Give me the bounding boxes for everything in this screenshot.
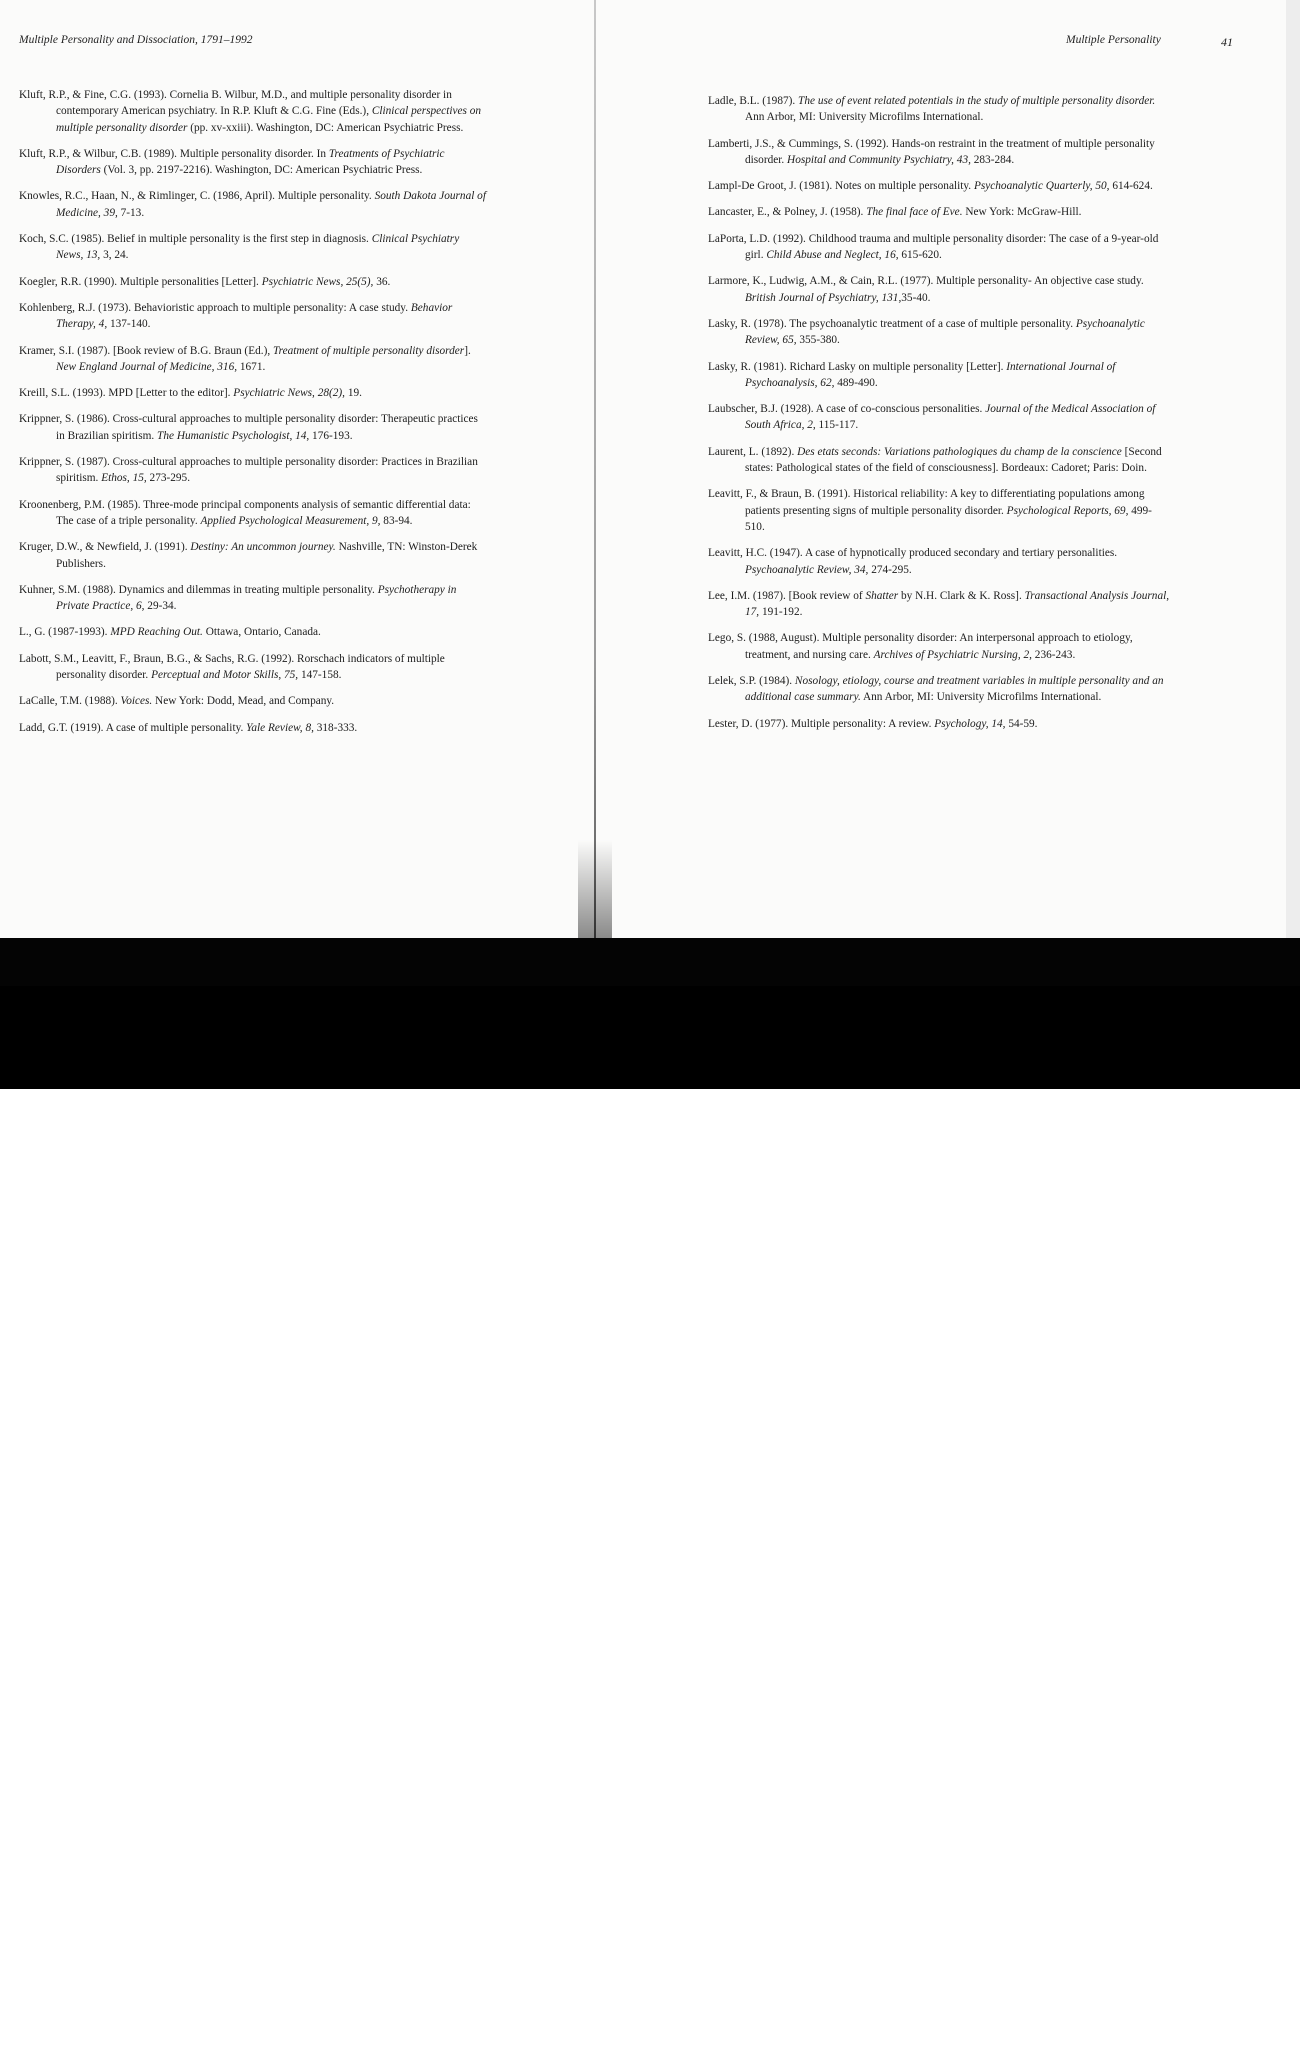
reference-text: Lamberti, J.S., & Cummings, S. (1992). Hands-on restraint in the treatment of multiple personality disorder.	[708, 137, 1155, 166]
watermark-bar	[0, 986, 1300, 2058]
reference-entry	[708, 673, 1170, 706]
reference-text: Lee, I.M. (1987). [Book review of	[708, 589, 866, 602]
left-running-head: Multiple Personality and Dissociation, 1791–1992	[19, 34, 253, 46]
reference-text: Larmore, K., Ludwig, A.M., & Cain, R.L. (1977). Multiple personality- An objective case study.	[708, 275, 1144, 288]
reference-italic-text: Perceptual and Motor Skills, 75,	[151, 669, 299, 682]
reference-text: 283-284.	[970, 153, 1015, 166]
reference-text: 273-295.	[146, 472, 191, 485]
reference-text: Krippner, S. (1987). Cross-cultural approaches to multiple personality disorder: Practices in Brazilian spiritism.	[19, 456, 478, 485]
reference-text: New York: McGraw-Hill.	[962, 206, 1082, 219]
gutter-shadow	[578, 840, 612, 938]
reference-italic-text: Journal of the Medical Association of South Africa, 2,	[745, 403, 1156, 432]
reference-text: 115-117.	[815, 419, 859, 432]
reference-text: 29-34.	[144, 600, 177, 613]
reference-italic-text: Child Abuse and Neglect, 16,	[766, 249, 899, 262]
reference-italic-text: Nosology, etiology, course and treatment variables in multiple personality and an additional case summary.	[745, 675, 1164, 704]
reference-text: Lancaster, E., & Polney, J. (1958).	[708, 206, 867, 219]
reference-text: 318-333.	[313, 721, 358, 734]
reference-italic-text: Destiny: An uncommon journey.	[190, 541, 336, 554]
reference-italic-text: Hospital and Community Psychiatry, 43,	[787, 153, 971, 166]
reference-italic-text: Psychiatric News, 28(2),	[233, 387, 345, 400]
reference-entry	[708, 178, 1170, 194]
page-number: 41	[1221, 35, 1233, 49]
reference-entry	[708, 93, 1170, 126]
reference-entry	[19, 87, 489, 136]
reference-text: Kluft, R.P., & Wilbur, C.B. (1989). Multiple personality disorder. In	[19, 147, 329, 160]
reference-italic-text: The Humanistic Psychologist, 14,	[157, 429, 310, 442]
reference-entry	[708, 716, 1170, 732]
reference-text: Labott, S.M., Leavitt, F., Braun, B.G., & Sachs, R.G. (1992). Rorschach indicators of multiple personality disorder.	[19, 652, 445, 682]
reference-text: Ottawa, Ontario, Canada.	[202, 626, 321, 639]
page-edge	[1286, 0, 1300, 938]
reference-entry	[19, 582, 489, 615]
reference-entry	[19, 274, 489, 290]
reference-text: Lester, D. (1977). Multiple personality: A review.	[708, 717, 935, 730]
reference-text: Krippner, S. (1986). Cross-cultural approaches to multiple personality disorder: Therapeutic practices in Brazilian spiritism.	[19, 413, 478, 442]
reference-italic-text: Behavior Therapy, 4,	[56, 301, 453, 331]
reference-text: 147-158.	[298, 669, 342, 682]
reference-italic-text: Archives of Psychiatric Nursing, 2,	[873, 648, 1032, 661]
reference-entry	[19, 385, 489, 401]
reference-text: 54-59.	[1005, 717, 1038, 730]
reference-italic-text: Clinical Psychiatry News, 13,	[56, 233, 460, 262]
reference-text: Kroonenberg, P.M. (1985). Three-mode principal components analysis of semantic differential data: The case of a triple personality.	[19, 498, 471, 527]
reference-italic-text: International Journal of Psychoanalysis, 62,	[745, 360, 1116, 389]
reference-text: Kruger, D.W., & Newfield, J. (1991).	[19, 541, 191, 554]
reference-text: 274-295.	[868, 563, 912, 576]
book-spread	[0, 0, 1300, 938]
reference-text: [Second states: Pathological states of the field of consciousness]. Bordeaux: Cadoret; Paris: Doin.	[745, 445, 1162, 475]
image-id: 3APJHR3	[1180, 2010, 1260, 2030]
right-reference-list	[708, 93, 1170, 742]
reference-text: 614-624.	[1109, 180, 1153, 193]
reference-text: 19.	[345, 387, 362, 400]
reference-entry	[708, 204, 1170, 220]
reference-italic-text: New England Journal of Medicine, 316,	[56, 360, 238, 373]
reference-italic-text: Psychoanalytic Review, 65,	[745, 317, 1145, 347]
reference-text: Ladd, G.T. (1919). A case of multiple personality.	[19, 721, 247, 734]
reference-entry	[708, 231, 1170, 264]
reference-text: 236-243.	[1031, 648, 1076, 661]
reference-entry	[19, 539, 489, 572]
book-gutter	[594, 0, 596, 938]
reference-entry	[19, 454, 489, 487]
reference-entry	[708, 401, 1170, 434]
reference-text: Laubscher, B.J. (1928). A case of co-conscious personalities.	[708, 403, 986, 416]
left-reference-list	[19, 87, 489, 746]
reference-text: (Vol. 3, pp. 2197-2216). Washington, DC: American Psychiatric Press.	[100, 164, 423, 177]
reference-text: 176-193.	[309, 429, 353, 442]
reference-text: 499-510.	[745, 504, 1152, 533]
reference-italic-text: Clinical perspectives on multiple personality disorder	[56, 105, 482, 134]
reference-italic-text: British Journal of Psychiatry, 131,	[745, 291, 902, 304]
reference-text: 1671.	[237, 360, 266, 373]
reference-entry	[19, 411, 489, 444]
reference-text: Leavitt, H.C. (1947). A case of hypnotically produced secondary and tertiary personalities.	[708, 547, 1118, 560]
reference-italic-text: Des etats seconds: Variations pathologiques du champ de la conscience	[797, 445, 1122, 458]
reference-text: 7-13.	[117, 206, 145, 219]
reference-text: ].	[464, 344, 471, 357]
reference-entry	[708, 273, 1170, 306]
reference-text: LaCalle, T.M. (1988).	[19, 695, 121, 708]
reference-text: 489-490.	[834, 376, 878, 389]
reference-text: Lampl-De Groot, J. (1981). Notes on multiple personality.	[708, 180, 974, 193]
reference-text: 137-140.	[107, 318, 151, 331]
reference-entry	[708, 444, 1170, 477]
reference-italic-text: Treatments of Psychiatric Disorders	[56, 147, 445, 177]
reference-text: Leavitt, F., & Braun, B. (1991). Historical reliability: A key to differentiating populations among patients presenting signs of multiple personality disorder.	[708, 488, 1145, 517]
reference-entry	[19, 624, 489, 640]
reference-text: Ann Arbor, MI: University Microfilms International.	[745, 111, 984, 124]
reference-italic-text: Psychoanalytic Review, 34,	[745, 563, 869, 576]
reference-italic-text: Yale Review, 8,	[246, 721, 314, 734]
site-url[interactable]: www.alamy.com	[1131, 2038, 1260, 2058]
reference-text: Kohlenberg, R.J. (1973). Behavioristic approach to multiple personality: A case study.	[19, 301, 411, 314]
reference-entry	[708, 316, 1170, 349]
reference-entry	[19, 497, 489, 530]
reference-text: Ann Arbor, MI: University Microfilms International.	[860, 691, 1102, 704]
reference-entry	[708, 630, 1170, 663]
reference-entry	[19, 343, 489, 376]
reference-text: LaPorta, L.D. (1992). Childhood trauma and multiple personality disorder: The case of a 9-year-old girl.	[708, 232, 1159, 262]
reference-italic-text: Ethos, 15,	[101, 472, 147, 485]
reference-entry	[19, 300, 489, 333]
reference-italic-text: Transactional Analysis Journal, 17,	[745, 589, 1170, 619]
reference-italic-text: Shatter	[865, 589, 899, 602]
reference-italic-text: The final face of Eve.	[866, 206, 963, 219]
reference-italic-text: MPD Reaching Out.	[110, 626, 203, 639]
reference-text: Knowles, R.C., Haan, N., & Rimlinger, C. (1986, April). Multiple personality.	[19, 190, 375, 203]
reference-text: Laurent, L. (1892).	[708, 445, 798, 458]
reference-entry	[708, 486, 1170, 535]
reference-entry	[19, 146, 489, 179]
alamy-logo[interactable]: alamy	[44, 2000, 188, 2051]
reference-text: 191-192.	[759, 606, 803, 619]
right-running-head: Multiple Personality	[1066, 34, 1161, 46]
reference-text: 615-620.	[898, 249, 942, 262]
reference-text: Koch, S.C. (1985). Belief in multiple personality is the first step in diagnosis.	[19, 233, 372, 246]
reference-text: Lego, S. (1988, August). Multiple personality disorder: An interpersonal approach to etiology, treatment, and nursing care.	[708, 632, 1133, 661]
reference-text: (pp. xv-xxiii). Washington, DC: American Psychiatric Press.	[187, 121, 464, 134]
reference-entry	[708, 359, 1170, 392]
reference-entry	[708, 545, 1170, 578]
reference-text: Lasky, R. (1981). Richard Lasky on multiple personality [Letter].	[708, 360, 1007, 373]
reference-text: 3, 24.	[100, 249, 129, 262]
reference-entry	[708, 136, 1170, 169]
reference-text: 35-40.	[901, 291, 931, 304]
reference-text: by N.H. Clark & K. Ross].	[898, 589, 1025, 602]
reference-text: 355-380.	[796, 334, 840, 347]
reference-italic-text: Psychotherapy in Private Practice, 6,	[56, 583, 457, 613]
reference-text: 83-94.	[380, 514, 413, 527]
reference-entry	[19, 651, 489, 684]
reference-entry	[19, 188, 489, 221]
reference-text: Nashville, TN: Winston-Derek Publishers.	[56, 541, 478, 570]
reference-text: Kramer, S.I. (1987). [Book review of B.G. Braun (Ed.),	[19, 344, 273, 357]
reference-italic-text: Psychological Reports, 69,	[1006, 504, 1129, 517]
reference-text: Koegler, R.R. (1990). Multiple personalities [Letter].	[19, 275, 262, 288]
reference-text: L., G. (1987-1993).	[19, 626, 111, 639]
reference-italic-text: Voices.	[120, 695, 153, 708]
reference-italic-text: Psychoanalytic Quarterly, 50,	[973, 180, 1110, 193]
reference-italic-text: Psychology, 14,	[934, 717, 1006, 730]
reference-text: Kreill, S.L. (1993). MPD [Letter to the editor].	[19, 387, 234, 400]
reference-text: Ladle, B.L. (1987).	[708, 95, 799, 107]
reference-text: Kuhner, S.M. (1988). Dynamics and dilemmas in treating multiple personality.	[19, 583, 378, 596]
reference-text: Lasky, R. (1978). The psychoanalytic treatment of a case of multiple personality.	[708, 317, 1076, 330]
reference-entry	[19, 231, 489, 264]
reference-italic-text: Treatment of multiple personality disorder	[272, 344, 465, 357]
reference-text: New York: Dodd, Mead, and Company.	[152, 695, 335, 708]
reference-italic-text: Applied Psychological Measurement, 9,	[200, 514, 381, 527]
reference-text: Lelek, S.P. (1984).	[708, 675, 795, 688]
reference-italic-text: South Dakota Journal of Medicine, 39,	[56, 190, 486, 219]
reference-entry	[19, 720, 489, 736]
reference-entry	[19, 693, 489, 709]
reference-text: Kluft, R.P., & Fine, C.G. (1993). Cornelia B. Wilbur, M.D., and multiple personality disorder in contemporary American psychiatry. In R.P. Kluft & C.G. Fine (Eds.),	[19, 89, 452, 118]
reference-entry	[708, 588, 1170, 621]
reference-italic-text: The use of event related potentials in the study of multiple personality disorder.	[798, 95, 1156, 107]
reference-italic-text: Psychiatric News, 25(5),	[261, 275, 374, 288]
scan-border	[0, 938, 1300, 986]
reference-text: 36.	[373, 275, 391, 288]
